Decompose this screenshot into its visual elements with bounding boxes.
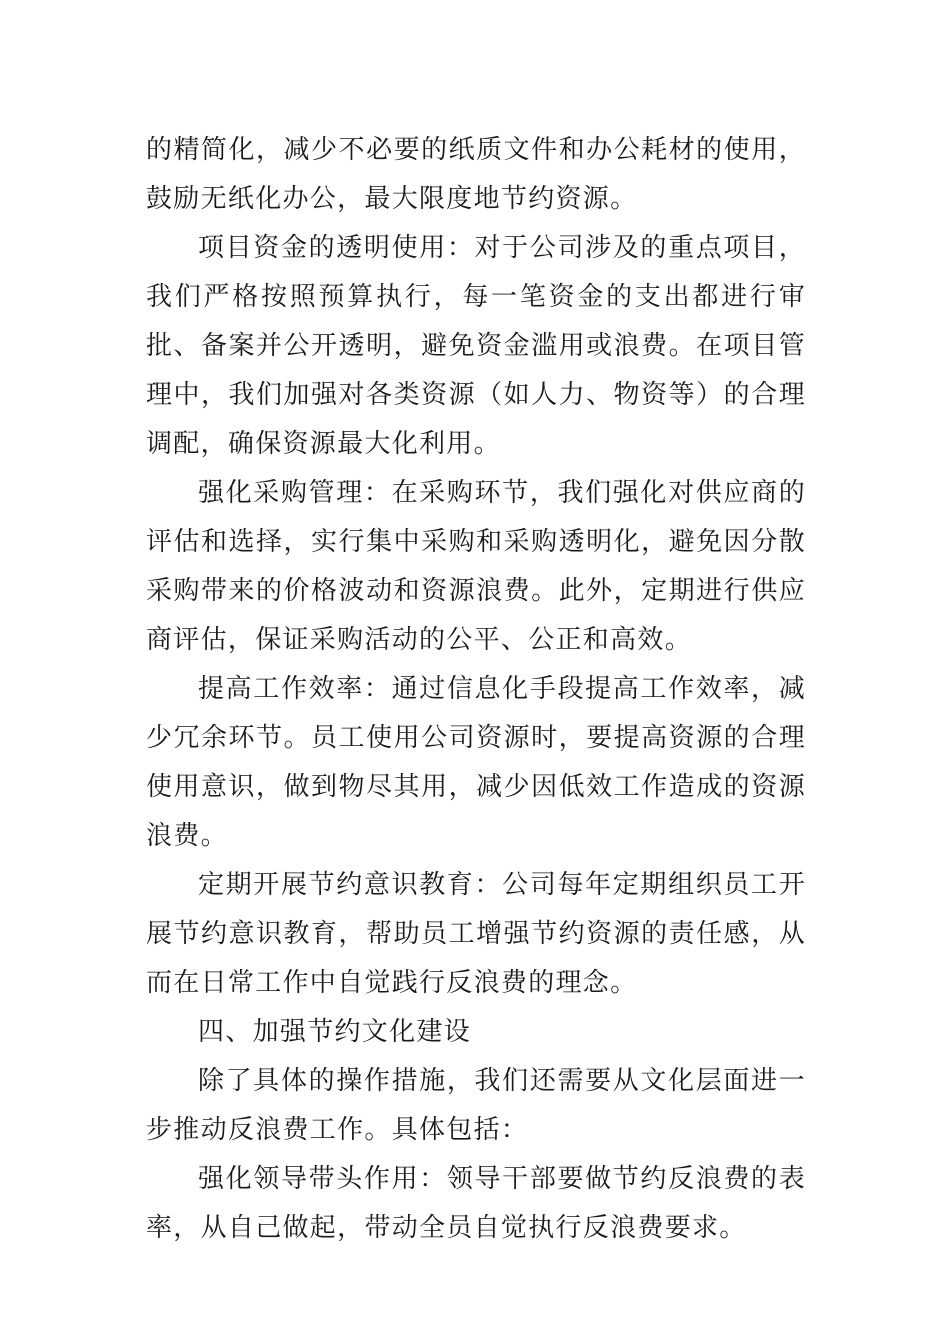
paragraph-leadership: 强化领导带头作用：领导干部要做节约反浪费的表率，从自己做起，带动全员自觉执行反浪费要求。: [146, 1164, 806, 1243]
paragraph-continuation: 的精简化，减少不必要的纸质文件和办公耗材的使用，鼓励无纸化办公，最大限度地节约资源。: [146, 135, 806, 214]
paragraph-saving-education: 定期开展节约意识教育：公司每年定期组织员工开展节约意识教育，帮助员工增强节约资源的责任感，从而在日常工作中自觉践行反浪费的理念。: [146, 870, 806, 998]
section-heading: 四、加强节约文化建设: [198, 1017, 472, 1047]
paragraph-project-funds: 项目资金的透明使用：对于公司涉及的重点项目，我们严格按照预算执行，每一笔资金的支出都进行审批、备案并公开透明，避免资金滥用或浪费。在项目管理中，我们加强对各类资源（如人力、物资等）的合理调配，确保资源最大化利用。: [146, 233, 806, 459]
paragraph-culture-intro: 除了具体的操作措施，我们还需要从文化层面进一步推动反浪费工作。具体包括：: [146, 1066, 806, 1145]
paragraph-procurement: 强化采购管理：在采购环节，我们强化对供应商的评估和选择，实行集中采购和采购透明化，避免因分散采购带来的价格波动和资源浪费。此外，定期进行供应商评估，保证采购活动的公平、公正和高效。: [146, 478, 806, 655]
paragraph-work-efficiency: 提高工作效率：通过信息化手段提高工作效率，减少冗余环节。员工使用公司资源时，要提高资源的合理使用意识，做到物尽其用，减少因低效工作造成的资源浪费。: [146, 674, 806, 851]
document-body: [146, 126, 806, 1253]
